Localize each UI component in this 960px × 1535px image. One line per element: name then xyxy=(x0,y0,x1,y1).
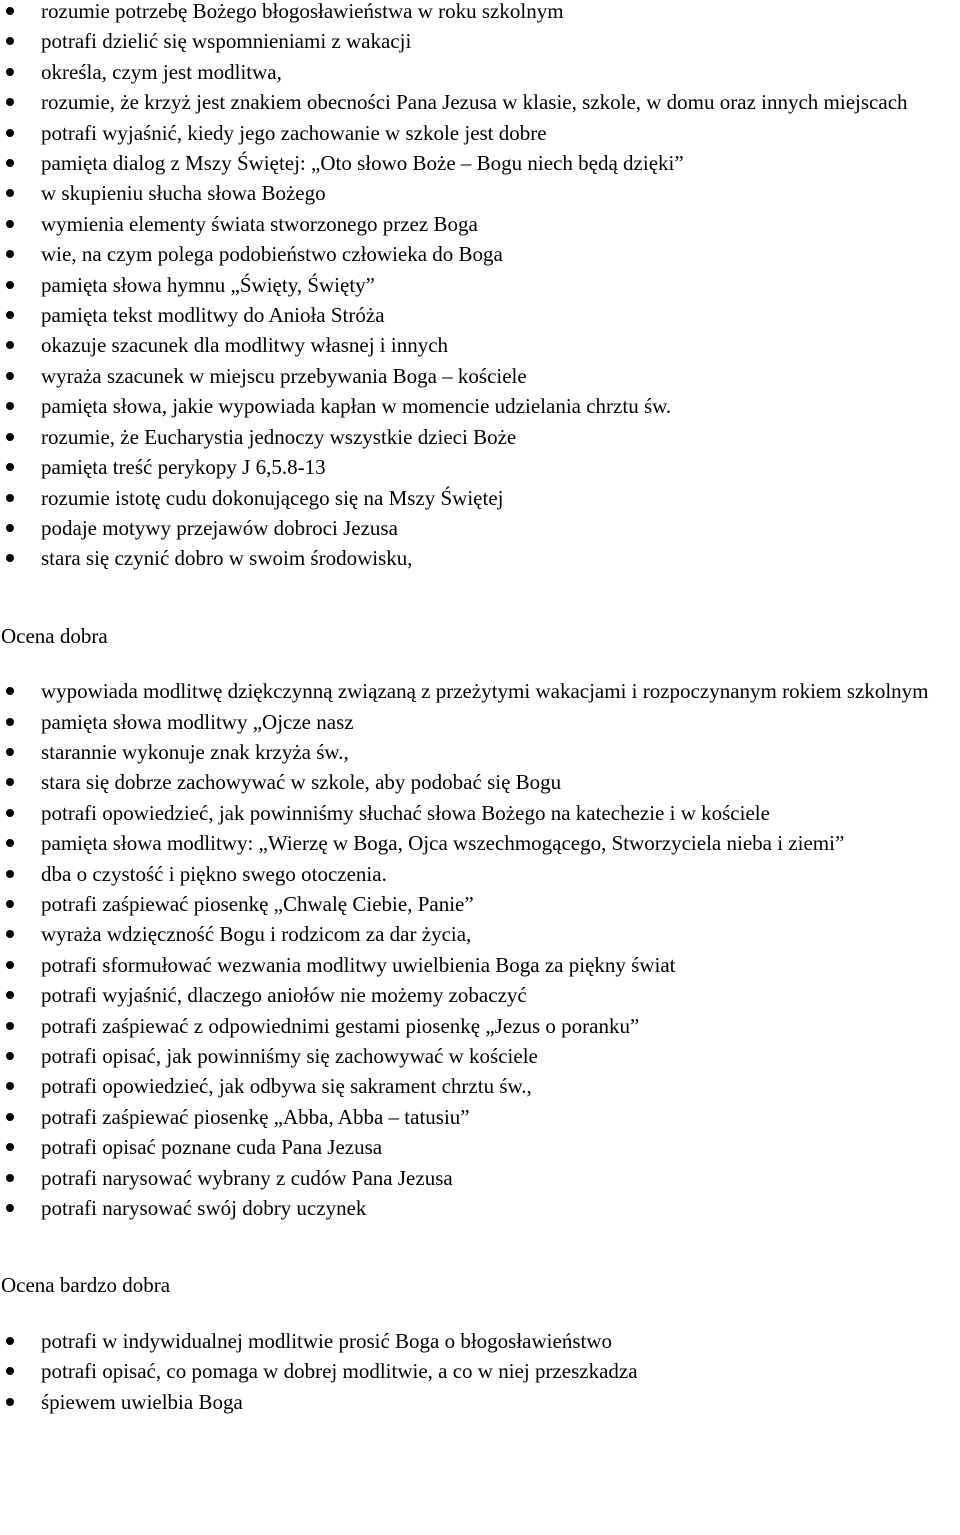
list-item-text: dba o czystość i piękno swego otoczenia. xyxy=(41,861,387,886)
list-item xyxy=(0,26,960,56)
list-item-text: rozumie, że krzyż jest znakiem obecności Pana Jezusa w klasie, szkole, w domu oraz innych miejscach xyxy=(41,90,908,115)
bullet-icon xyxy=(6,900,14,908)
bullet-icon xyxy=(6,281,14,289)
list-item xyxy=(0,737,960,767)
bullet-icon xyxy=(6,778,14,786)
bullet-icon xyxy=(6,220,14,228)
list-item xyxy=(0,422,960,452)
list-item-text: potrafi dzielić się wspomnieniami z wakacji xyxy=(41,29,412,54)
list-item xyxy=(0,767,960,797)
list-item-text: podaje motywy przejawów dobroci Jezusa xyxy=(41,515,398,540)
list-item xyxy=(0,300,960,330)
bullet-icon xyxy=(6,809,14,817)
list-item xyxy=(0,889,960,919)
list-item xyxy=(0,57,960,87)
list-item-text: stara się dobrze zachowywać w szkole, aby podobać się Bogu xyxy=(41,770,562,795)
bullet-icon xyxy=(6,1204,14,1212)
bullet-icon xyxy=(6,748,14,756)
spacer xyxy=(0,574,960,621)
list-item xyxy=(0,980,960,1010)
spacer xyxy=(0,1301,960,1326)
list-item xyxy=(0,209,960,239)
list-item xyxy=(0,0,960,26)
requirements-list-very-good xyxy=(0,1326,960,1417)
bullet-icon xyxy=(6,1143,14,1151)
bullet-icon xyxy=(6,524,14,532)
list-item-text: potrafi narysować wybrany z cudów Pana Jezusa xyxy=(41,1165,453,1190)
bullet-icon xyxy=(6,718,14,726)
section-heading-good: Ocena dobra xyxy=(1,623,108,648)
list-item xyxy=(0,950,960,980)
section-heading-very-good: Ocena bardzo dobra xyxy=(1,1273,171,1298)
list-item-text: potrafi wyjaśnić, dlaczego aniołów nie możemy zobaczyć xyxy=(41,983,527,1008)
bullet-icon xyxy=(6,129,14,137)
requirements-list-good xyxy=(0,676,960,1223)
list-item xyxy=(0,1041,960,1071)
list-item xyxy=(0,361,960,391)
list-item xyxy=(0,330,960,360)
list-item-text: stara się czynić dobro w swoim środowisku, xyxy=(41,546,413,571)
list-item-text: śpiewem uwielbia Boga xyxy=(41,1389,243,1414)
list-item xyxy=(0,148,960,178)
list-item-text: w skupieniu słucha słowa Bożego xyxy=(41,181,326,206)
list-item-text: potrafi opisać poznane cuda Pana Jezusa xyxy=(41,1135,383,1160)
list-item xyxy=(0,707,960,737)
list-item xyxy=(0,798,960,828)
spacer xyxy=(0,651,960,676)
list-item xyxy=(0,919,960,949)
bullet-icon xyxy=(6,961,14,969)
bullet-icon xyxy=(6,870,14,878)
bullet-icon xyxy=(6,311,14,319)
bullet-icon xyxy=(6,372,14,380)
bullet-icon xyxy=(6,1082,14,1090)
bullet-icon xyxy=(6,1113,14,1121)
list-item xyxy=(0,1326,960,1356)
bullet-icon xyxy=(6,250,14,258)
list-item-text: potrafi zaśpiewać piosenkę „Chwalę Ciebie, Panie” xyxy=(41,891,474,916)
list-item-text: potrafi w indywidualnej modlitwie prosić Boga o błogosławieństwo xyxy=(41,1328,612,1353)
list-item xyxy=(0,859,960,889)
bullet-icon xyxy=(6,189,14,197)
list-item-text: rozumie potrzebę Bożego błogosławieństwa w roku szkolnym xyxy=(41,0,564,23)
bullet-icon xyxy=(6,433,14,441)
list-item xyxy=(0,1071,960,1101)
list-item xyxy=(0,178,960,208)
list-item xyxy=(0,828,960,858)
bullet-icon xyxy=(6,68,14,76)
list-item-text: potrafi wyjaśnić, kiedy jego zachowanie w szkole jest dobre xyxy=(41,120,547,145)
list-item xyxy=(0,513,960,543)
list-item xyxy=(0,543,960,573)
bullet-icon xyxy=(6,991,14,999)
list-item xyxy=(0,1387,960,1417)
bullet-icon xyxy=(6,1398,14,1406)
list-item xyxy=(0,1132,960,1162)
list-item-text: rozumie istotę cudu dokonującego się na Mszy Świętej xyxy=(41,485,504,510)
list-item-text: potrafi opisać, co pomaga w dobrej modlitwie, a co w niej przeszkadza xyxy=(41,1359,638,1384)
bullet-icon xyxy=(6,341,14,349)
bullet-icon xyxy=(6,1174,14,1182)
list-item xyxy=(0,483,960,513)
bullet-icon xyxy=(6,37,14,45)
list-item xyxy=(0,87,960,117)
list-item xyxy=(0,239,960,269)
list-item-text: wyraża szacunek w miejscu przebywania Boga – kościele xyxy=(41,363,527,388)
bullet-icon xyxy=(6,839,14,847)
list-item-text: pamięta tekst modlitwy do Anioła Stróża xyxy=(41,303,385,328)
list-item-text: wypowiada modlitwę dziękczynną związaną z przeżytymi wakacjami i rozpoczynanym rokiem szkolnym xyxy=(41,679,929,704)
bullet-icon xyxy=(6,7,14,15)
list-item-text: potrafi narysować swój dobry uczynek xyxy=(41,1196,367,1221)
bullet-icon xyxy=(6,1022,14,1030)
bullet-icon xyxy=(6,1052,14,1060)
bullet-icon xyxy=(6,494,14,502)
list-item-text: potrafi zaśpiewać z odpowiednimi gestami piosenkę „Jezus o poranku” xyxy=(41,1013,640,1038)
bullet-icon xyxy=(6,1337,14,1345)
bullet-icon xyxy=(6,402,14,410)
list-item-text: pamięta treść perykopy J 6,5.8-13 xyxy=(41,455,326,480)
bullet-icon xyxy=(6,1367,14,1375)
bullet-icon xyxy=(6,463,14,471)
list-item-text: potrafi opowiedzieć, jak powinniśmy słuchać słowa Bożego na katechezie i w kościele xyxy=(41,800,770,825)
list-item-text: pamięta słowa hymnu „Święty, Święty” xyxy=(41,272,375,297)
spacer xyxy=(0,1223,960,1270)
list-item-text: pamięta dialog z Mszy Świętej: „Oto słowo Boże – Bogu niech będą dzięki” xyxy=(41,151,684,176)
list-item-text: potrafi opowiedzieć, jak odbywa się sakrament chrztu św., xyxy=(41,1074,532,1099)
list-item-text: wyraża wdzięczność Bogu i rodzicom za dar życia, xyxy=(41,922,472,947)
list-item xyxy=(0,1193,960,1223)
list-item-text: pamięta słowa modlitwy: „Wierzę w Boga, Ojca wszechmogącego, Stworzyciela nieba i ziemi” xyxy=(41,831,845,856)
list-item-text: okazuje szacunek dla modlitwy własnej i innych xyxy=(41,333,449,358)
list-item-text: rozumie, że Eucharystia jednoczy wszystkie dzieci Boże xyxy=(41,424,517,449)
list-item-text: wie, na czym polega podobieństwo człowieka do Boga xyxy=(41,242,503,267)
list-item-text: potrafi opisać, jak powinniśmy się zachowywać w kościele xyxy=(41,1044,538,1068)
list-item-text: pamięta słowa, jakie wypowiada kapłan w momencie udzielania chrztu św. xyxy=(41,394,672,419)
list-item xyxy=(0,391,960,421)
list-item xyxy=(0,270,960,300)
list-item xyxy=(0,452,960,482)
list-item-text: wymienia elementy świata stworzonego przez Boga xyxy=(41,211,478,236)
list-item xyxy=(0,676,960,706)
list-item-text: określa, czym jest modlitwa, xyxy=(41,59,282,84)
list-item-text: potrafi sformułować wezwania modlitwy uwielbienia Boga za piękny świat xyxy=(41,952,676,977)
list-item xyxy=(0,1163,960,1193)
list-item xyxy=(0,1011,960,1041)
bullet-icon xyxy=(6,554,14,562)
bullet-icon xyxy=(6,159,14,167)
list-item xyxy=(0,1356,960,1386)
list-item xyxy=(0,118,960,148)
list-item-text: starannie wykonuje znak krzyża św., xyxy=(41,739,349,764)
requirements-list xyxy=(0,0,960,574)
bullet-icon xyxy=(6,687,14,695)
list-item xyxy=(0,1102,960,1132)
bullet-icon xyxy=(6,98,14,106)
list-item-text: pamięta słowa modlitwy „Ojcze nasz xyxy=(41,709,354,734)
list-item-text: potrafi zaśpiewać piosenkę „Abba, Abba – tatusiu” xyxy=(41,1104,470,1129)
bullet-icon xyxy=(6,930,14,938)
